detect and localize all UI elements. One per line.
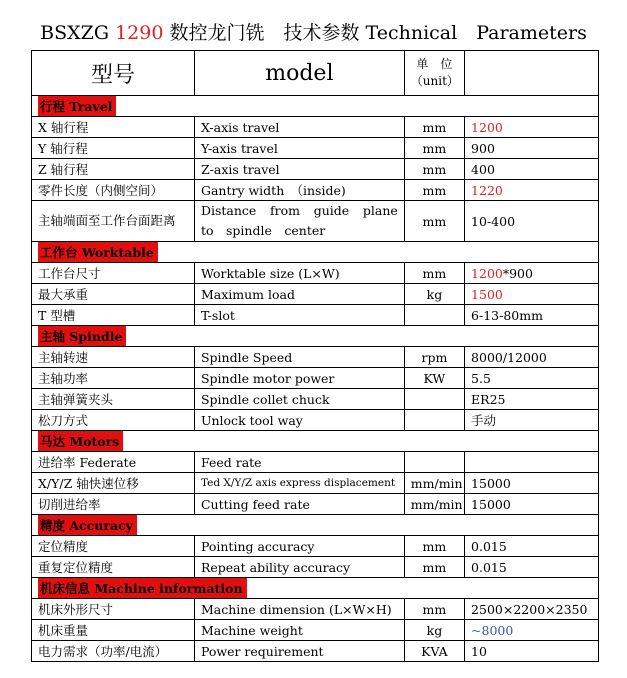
- spec-table: [31, 50, 599, 662]
- param-name-zh: 电力需求（功率/电流）: [32, 641, 195, 662]
- param-name-en: Y-axis travel: [194, 138, 404, 159]
- param-unit: KVA: [404, 641, 464, 662]
- param-name-en: Gantry width （inside): [194, 180, 404, 201]
- table-row: [32, 473, 599, 494]
- param-name-zh: 主轴转速: [32, 347, 195, 368]
- param-name-zh: 机床外形尺寸: [32, 599, 195, 620]
- param-name-zh: 机床重量: [32, 620, 195, 641]
- param-name-en: Machine dimension (L×W×H): [194, 599, 404, 620]
- title-model-number: 1290: [115, 22, 164, 44]
- table-row: [32, 284, 599, 305]
- param-name-zh: T 型槽: [32, 305, 195, 326]
- param-unit: [404, 410, 464, 431]
- param-value: [465, 557, 599, 578]
- param-value: [465, 368, 599, 389]
- param-value-text: 6-13-80mm: [471, 307, 543, 323]
- param-unit: mm: [404, 557, 464, 578]
- param-name-zh: Y 轴行程: [32, 138, 195, 159]
- param-name-en: T-slot: [194, 305, 404, 326]
- param-value: [465, 620, 599, 641]
- param-unit: mm: [404, 117, 464, 138]
- param-unit: mm: [404, 263, 464, 284]
- param-value: [465, 117, 599, 138]
- param-value: [465, 138, 599, 159]
- param-value: [465, 599, 599, 620]
- param-value-text: 10-400: [471, 213, 516, 229]
- section-heading-cell: [32, 96, 599, 117]
- param-value-text: 0.015: [471, 538, 507, 554]
- header-unit-en: （unit）: [410, 74, 459, 88]
- title-suffix: 数控龙门铣 技术参数 Technical Parameters: [163, 22, 587, 44]
- param-name-en: Ted X/Y/Z axis express displacement: [194, 473, 404, 494]
- param-name-en: Spindle motor power: [194, 368, 404, 389]
- table-row: [32, 620, 599, 641]
- param-name-zh: 进给率 Federate: [32, 452, 195, 473]
- param-value-text: 1200: [471, 119, 503, 135]
- param-value: [465, 536, 599, 557]
- param-unit: kg: [404, 620, 464, 641]
- section-heading-cell: [32, 578, 599, 599]
- param-unit: [404, 452, 464, 473]
- param-value: [465, 410, 599, 431]
- param-unit: KW: [404, 368, 464, 389]
- param-unit: mm: [404, 536, 464, 557]
- param-name-zh: 零件长度（内侧空间）: [32, 180, 195, 201]
- param-unit: mm/min: [404, 494, 464, 515]
- param-unit: mm/min: [404, 473, 464, 494]
- param-name-zh: X/Y/Z 轴快速位移: [32, 473, 195, 494]
- param-name-en: Machine weight: [194, 620, 404, 641]
- page-title: [0, 18, 627, 45]
- section-heading-row: [32, 578, 599, 599]
- param-value: [465, 494, 599, 515]
- param-value: [465, 473, 599, 494]
- section-heading: 马达 Motors: [38, 431, 123, 451]
- section-heading-row: [32, 96, 599, 117]
- param-unit: kg: [404, 284, 464, 305]
- param-value-text: 15000: [471, 496, 511, 512]
- param-value-text: ~8000: [471, 622, 514, 638]
- param-value-text: 1200: [471, 265, 503, 281]
- param-name-en: Cutting feed rate: [194, 494, 404, 515]
- section-heading: 机床信息 Machine information: [38, 578, 247, 598]
- header-unit-zh: 单 位: [416, 57, 453, 71]
- section-heading-cell: [32, 326, 599, 347]
- param-value-text: 5.5: [471, 370, 491, 386]
- param-name-en: Unlock tool way: [194, 410, 404, 431]
- section-heading-cell: [32, 515, 599, 536]
- param-name-en: Spindle Speed: [194, 347, 404, 368]
- param-value-text: 8000/12000: [471, 349, 547, 365]
- param-value-text: 手动: [471, 413, 497, 428]
- section-heading-row: [32, 242, 599, 263]
- param-name-en: Feed rate: [194, 452, 404, 473]
- header-type-zh: 型号: [32, 51, 195, 96]
- param-name-zh: 工作台尺寸: [32, 263, 195, 284]
- param-value: [465, 452, 599, 473]
- param-value: [465, 389, 599, 410]
- param-name-en: X-axis travel: [194, 117, 404, 138]
- param-name-zh: 最大承重: [32, 284, 195, 305]
- table-row: [32, 368, 599, 389]
- table-row: [32, 347, 599, 368]
- section-heading-cell: [32, 431, 599, 452]
- table-row: [32, 159, 599, 180]
- param-name-zh: Z 轴行程: [32, 159, 195, 180]
- param-value-text: ER25: [471, 391, 506, 407]
- table-row: [32, 410, 599, 431]
- section-heading: 工作台 Worktable: [38, 242, 158, 262]
- param-value-text: 2500×2200×2350: [471, 601, 588, 617]
- table-row: [32, 201, 599, 242]
- param-name-en: Spindle collet chuck: [194, 389, 404, 410]
- param-value-text: 400: [471, 161, 495, 177]
- param-value: [465, 180, 599, 201]
- section-heading-row: [32, 326, 599, 347]
- param-unit: [404, 389, 464, 410]
- section-heading: 行程 Travel: [38, 96, 116, 116]
- table-row: [32, 117, 599, 138]
- param-unit: mm: [404, 180, 464, 201]
- param-name-en: Repeat ability accuracy: [194, 557, 404, 578]
- param-name-en: Worktable size (L×W): [194, 263, 404, 284]
- table-row: [32, 263, 599, 284]
- param-unit: rpm: [404, 347, 464, 368]
- param-unit: mm: [404, 599, 464, 620]
- section-heading-row: [32, 515, 599, 536]
- param-value: [465, 263, 599, 284]
- param-name-zh: 主轴端面至工作台面距离: [32, 201, 195, 242]
- param-name-en: Distance from guide plane to spindle center: [194, 201, 404, 242]
- param-name-zh: 主轴弹簧夹头: [32, 389, 195, 410]
- param-value: [465, 305, 599, 326]
- param-name-en: Power requirement: [194, 641, 404, 662]
- table-row: [32, 536, 599, 557]
- param-value: [465, 201, 599, 242]
- param-name-zh: 松刀方式: [32, 410, 195, 431]
- table-row: [32, 452, 599, 473]
- param-name-zh: 切削进给率: [32, 494, 195, 515]
- param-name-zh: 重复定位精度: [32, 557, 195, 578]
- section-heading-cell: [32, 242, 599, 263]
- header-unit: [404, 51, 464, 96]
- param-value-text: 900: [471, 140, 495, 156]
- param-unit: mm: [404, 159, 464, 180]
- table-header-row: [32, 51, 599, 96]
- param-name-en: Maximum load: [194, 284, 404, 305]
- table-row: [32, 494, 599, 515]
- param-name-zh: X 轴行程: [32, 117, 195, 138]
- param-value-text: 1500: [471, 286, 503, 302]
- table-row: [32, 305, 599, 326]
- param-unit: [404, 305, 464, 326]
- param-value-text: 1220: [471, 182, 503, 198]
- table-row: [32, 138, 599, 159]
- section-heading: 精度 Accuracy: [38, 515, 137, 535]
- table-row: [32, 599, 599, 620]
- table-row: [32, 557, 599, 578]
- param-name-en: Pointing accuracy: [194, 536, 404, 557]
- param-value: [465, 159, 599, 180]
- title-prefix: BSXZG: [40, 22, 116, 44]
- param-value-text: 10: [471, 643, 487, 659]
- table-row: [32, 641, 599, 662]
- param-value: [465, 641, 599, 662]
- param-unit: mm: [404, 201, 464, 242]
- param-name-zh: 主轴功率: [32, 368, 195, 389]
- param-value-suffix: *900: [502, 265, 533, 281]
- param-value: [465, 347, 599, 368]
- header-value: [465, 51, 599, 96]
- section-heading: 主轴 Spindle: [38, 326, 126, 346]
- param-name-zh: 定位精度: [32, 536, 195, 557]
- section-heading-row: [32, 431, 599, 452]
- param-value-text: 0.015: [471, 559, 507, 575]
- table-row: [32, 389, 599, 410]
- header-model: model: [194, 51, 404, 96]
- table-row: [32, 180, 599, 201]
- param-value-text: 15000: [471, 475, 511, 491]
- param-value: [465, 284, 599, 305]
- param-name-en: Z-axis travel: [194, 159, 404, 180]
- param-unit: mm: [404, 138, 464, 159]
